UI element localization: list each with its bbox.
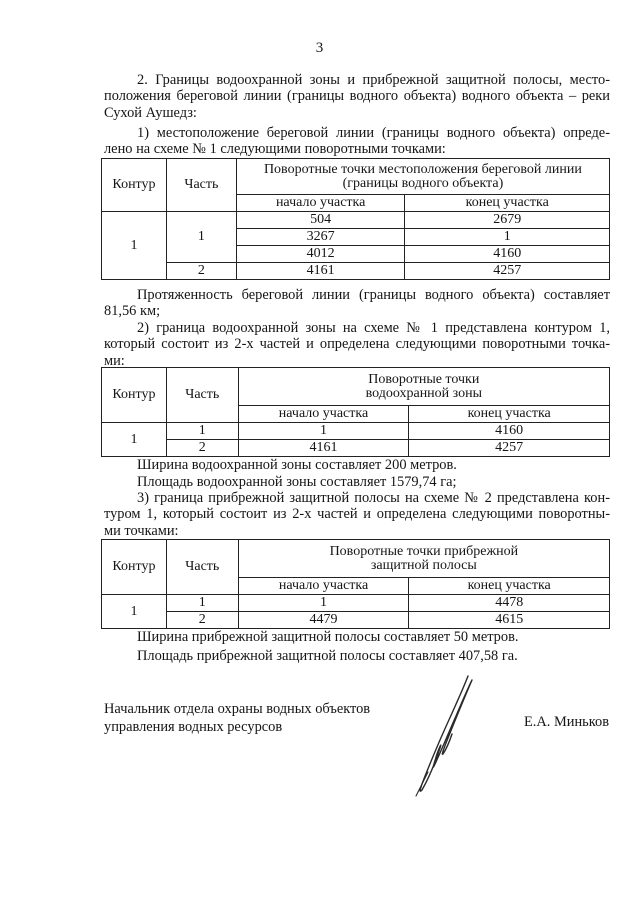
cell-start: 4479 — [238, 612, 409, 629]
header-end: конец участка — [409, 406, 610, 423]
header-part: Часть — [166, 159, 236, 212]
water-zone-points-table — [101, 367, 610, 457]
text-line: ми: — [104, 352, 125, 369]
header-contour: Контур — [102, 540, 167, 595]
cell-end: 4160 — [405, 246, 610, 263]
header-part: Часть — [166, 368, 238, 423]
text-line: туром 1, который состоит из 2-х частей и определена следующими поворотны- — [104, 506, 610, 523]
cell-part: 1 — [166, 212, 236, 263]
text-line: который состоит из 2-х частей и определена следующими поворотными точка- — [104, 336, 610, 353]
text-line: Площадь прибрежной защитной полосы составляет 407,58 га. — [137, 648, 518, 664]
page-number: 3 — [315, 40, 324, 56]
header-start: начало участка — [238, 406, 409, 423]
text-line: 2. Границы водоохранной зоны и прибрежной защитной полосы, место- — [137, 72, 610, 88]
cell-start: 1 — [238, 595, 409, 612]
header-start: начало участка — [236, 195, 405, 212]
item-1-text — [104, 125, 610, 158]
position-line: управления водных ресурсов — [104, 719, 283, 735]
cell-start: 4161 — [238, 440, 409, 457]
header-contour: Контур — [102, 159, 167, 212]
strip-width — [104, 629, 610, 645]
cell-part: 1 — [166, 595, 238, 612]
shoreline-length — [104, 287, 610, 320]
signatory-name: Е.А. Миньков — [524, 714, 609, 730]
signatory-position — [104, 700, 370, 736]
cell-contour: 1 — [102, 212, 167, 280]
zone-width — [104, 457, 610, 473]
strip-area — [104, 648, 610, 664]
cell-start: 4012 — [236, 246, 405, 263]
cell-end: 2679 — [405, 212, 610, 229]
cell-start: 3267 — [236, 229, 405, 246]
cell-contour: 1 — [102, 595, 167, 629]
cell-end: 4615 — [409, 612, 610, 629]
header-turning-points: Поворотные точки прибрежной защитной полосы — [238, 540, 609, 578]
header-end: конец участка — [409, 578, 610, 595]
text-line: положения береговой линии (границы водного объекта) водного объекта – реки — [104, 88, 610, 105]
header-start: начало участка — [238, 578, 409, 595]
cell-part: 2 — [166, 612, 238, 629]
cell-part: 2 — [166, 440, 238, 457]
cell-part: 1 — [166, 423, 238, 440]
text-line: Ширина прибрежной защитной полосы составляет 50 метров. — [137, 629, 519, 645]
cell-end: 4257 — [409, 440, 610, 457]
protective-strip-points-table — [101, 539, 610, 629]
shoreline-points-table — [101, 158, 610, 280]
header-part: Часть — [166, 540, 238, 595]
header-turning-points: Поворотные точки местоположения береговой линии (границы водного объекта) — [236, 159, 609, 195]
section-2-heading — [104, 72, 610, 121]
text-line: 2) граница водоохранной зоны на схеме № 1 представлена контуром 1, — [137, 320, 610, 336]
cell-end: 1 — [405, 229, 610, 246]
cell-start: 1 — [238, 423, 409, 440]
cell-contour: 1 — [102, 423, 167, 457]
cell-end: 4257 — [405, 263, 610, 280]
cell-end: 4478 — [409, 595, 610, 612]
item-3-text — [104, 490, 610, 539]
zone-area — [104, 474, 610, 490]
text-line: Протяженность береговой линии (границы водного объекта) составляет — [137, 287, 610, 303]
cell-start: 4161 — [236, 263, 405, 280]
text-line: Ширина водоохранной зоны составляет 200 метров. — [137, 457, 457, 473]
header-turning-points: Поворотные точки водоохранной зоны — [238, 368, 609, 406]
text-line: 3) граница прибрежной защитной полосы на схеме № 2 представлена кон- — [137, 490, 610, 506]
text-line: ми точками: — [104, 522, 179, 539]
text-line: лено на схеме № 1 следующими поворотными точками: — [104, 141, 446, 158]
header-end: конец участка — [405, 195, 610, 212]
header-contour: Контур — [102, 368, 167, 423]
text-line: Сухой Аушедз: — [104, 104, 197, 121]
cell-part: 2 — [166, 263, 236, 280]
handwritten-signature — [410, 672, 490, 797]
text-line: Площадь водоохранной зоны составляет 1579,74 га; — [137, 474, 457, 490]
text-line: 1) местоположение береговой линии (границы водного объекта) опреде- — [137, 125, 610, 141]
text-line: 81,56 км; — [104, 303, 161, 320]
cell-end: 4160 — [409, 423, 610, 440]
cell-start: 504 — [236, 212, 405, 229]
item-2-text — [104, 320, 610, 369]
position-line: Начальник отдела охраны водных объектов — [104, 701, 371, 717]
